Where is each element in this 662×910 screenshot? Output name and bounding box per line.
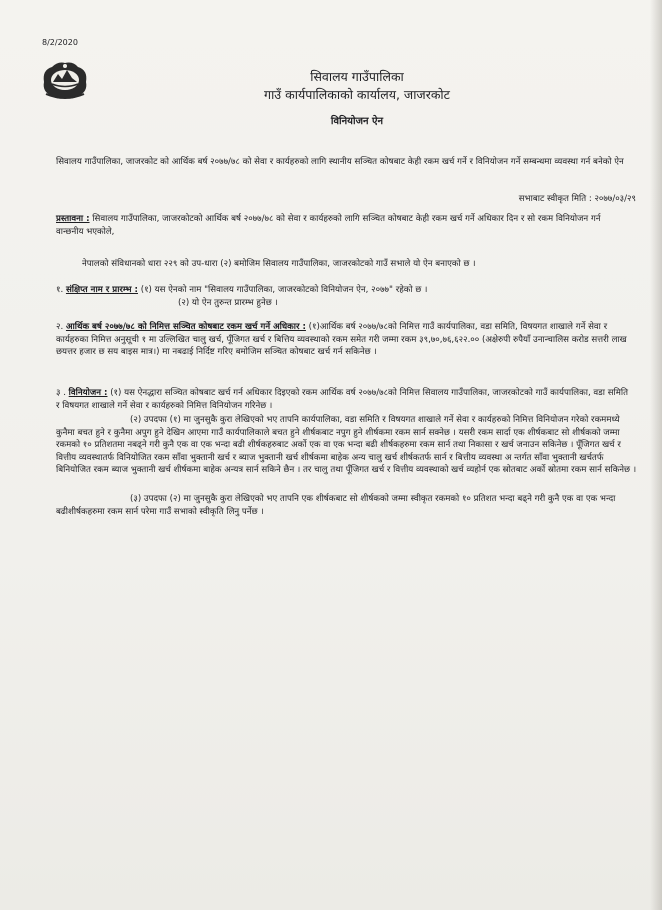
page-edge-shadow — [650, 0, 662, 910]
preamble: सिवालय गाउँपालिका, जाजरकोट को आर्थिक बर्ष २०७७/७८ को सेवा र कार्यहरुको लागि स्थानीय सञ्चित कोषबाट केही रकम खर्च गर्ने र विनियोजन गर्ने सम्बन्धमा व्यवस्था गर्न बनेको ऐन — [56, 157, 624, 167]
section-3-text: (१) यस ऐनद्धारा सञ्चित कोषबाट खर्च गर्न अधिकार दिइएको रकम आर्थिक वर्ष २०७७/७८को निमित्त सिवालय गाउँपालिका, जाजरकोटको गाउँ कार्यपालिका, वडा समिति र विषयगत शाखाले गर्ने सेवा र कार्यहरुको निमित्त विनियोजन गरिनेछ । — [56, 388, 629, 411]
print-date: 8/2/2020 — [42, 38, 78, 47]
enactment-clause: नेपालको संविधानको धारा २२९ को उप-धारा (२) बमोजिम सिवालय गाउँपालिका, जाजरकोटको गाउँ सभाले यो ऐन बनाएको छ । — [82, 259, 476, 269]
section-3-number: ३ . — [56, 388, 69, 398]
section-3 — [56, 387, 632, 412]
section-1-number: १. — [56, 285, 66, 295]
section-1-heading: संक्षिप्त नाम र प्रारम्भ : — [65, 285, 138, 295]
section-3-subsection-3: (३) उपदफा (२) मा जुनसुकै कुरा लेखिएको भए तापनि एक शीर्षकबाट सो शीर्षकको जम्मा स्वीकृत रकमको १० प्रतिशत भन्दा बढ्ने गरी कुनै एक वा एक भन्दा बढीशीर्षकहरुमा रकम सार्न परेमा गाउँ सभाको स्वीकृति लिनु पर्नेछ । — [56, 494, 616, 517]
section-1 — [56, 284, 628, 297]
proposal-text: सिवालय गाउँपालिका, जाजरकोटको आर्थिक बर्ष २०७७/७८ को सेवा र कार्यहरुको लागि सञ्चित कोषबाट केही रकम खर्च गर्ने अधिकार दिन र सो रकम विनियोजन गर्न वान्छनीय भएकोले, — [56, 214, 601, 237]
section-2-number: २. — [56, 322, 66, 332]
section-2-heading: आर्थिक बर्ष २०७७/७८ को निमित्त सञ्चित कोषबाट रकम खर्च गर्ने अधिकार : — [65, 322, 306, 332]
proposal-heading: प्रस्तावना : — [56, 214, 90, 224]
municipality-name: सिवालय गाउँपालिका — [310, 69, 404, 84]
office-name: गाउँ कार्यपालिकाको कार्यालय, जाजरकोट — [264, 87, 450, 102]
proposal-paragraph — [56, 213, 628, 238]
section-3-heading: विनियोजन : — [68, 388, 108, 398]
section-3-subsection-2: (२) उपदफा (१) मा जुनसुकै कुरा लेखिएको भए तापनि कार्यपालिका, वडा समिति र विषयगत शाखाले गर्ने सेवा र कार्यहरुको निमित्त विनियोजन गरेको रकममध्ये कुनैमा बचत हुने र कुनैमा अपुग हुने देखिन आएमा गाउँ कार्यपालिकाले बचत हुने शीर्षकबाट नपुग हुने शीर्षकमा रकम सार्न सक्नेछ । यसरी रकम सार्दा एक शीर्षकबाट सो शीर्षकको जम्मा रकमको १० प्रतिशतमा नबढ्ने गरी कुनै एक वा एक भन्दा बढी शीर्षकहरुबाट अर्को एक वा एक भन्दा बढी शीर्षकहरुमा रकम सार्न तथा निकासा र खर्च जनाउन सकिनेछ । पूँजिगत खर्च र वित्तीय व्यवस्थातर्फ विनियोजित रकम साँवा भुक्तानी खर्च र ब्याज भुक्तानी खर्च शीर्षकमा बाहेक अन्य चालु खर्च शीर्षकतर्फ सार्न र बित्तीय व्यवस्था अ न्तर्गत साँवा भुक्तानी खर्चतर्फ बिनियोजित रकम ब्याज भुक्तानी खर्च शीर्षकमा बाहेक अन्यत्र सार्न सकिने छैन । तर चालु तथा पूँजिगत खर्च र वित्तीय व्यवस्थाको खर्च व्यहोर्न एक स्रोतबाट अर्को स्रोतमा रकम सार्न सकिनेछ । — [56, 415, 637, 476]
act-title: विनियोजन ऐन — [330, 116, 384, 127]
section-1-line-2: (२) यो ऐन तुरुन्त प्रारम्भ हुनेछ । — [178, 298, 278, 308]
section-2 — [56, 321, 628, 359]
section-2-text: (१)आर्थिक बर्ष २०७७/७८को निमित्त गाउँ कार्यपालिका, वडा समिति, विषयगत शाखाले गर्ने सेवा र कार्यहरुका निमित्त अनुसूची १ मा उल्लिखित चालु खर्च, पूँजिगत खर्च र बित्तिय व्यवस्थाको रकम समेत गरी जम्मा रकम ३९,७०,७६,६२२.०० (अक्षेरुपी रुपैयाँ उनान्चालिस करोड सत्तरी लाख छयत्तर हजार छ सय बाइस मात्र।) मा नबढाई निर्दिष्ट गरिए बमोजिम सञ्चित कोषबाट खर्च गर्न सकिनेछ । — [56, 322, 627, 358]
approval-date: सभाबाट स्वीकृत मिति : २०७७/०३/२९ — [518, 194, 636, 204]
section-1-line-1: (१) यस ऐनको नाम "सिवालय गाउँपालिका, जाजरकोटको विनियोजन ऐन, २०७७" रहेको छ । — [137, 285, 428, 295]
